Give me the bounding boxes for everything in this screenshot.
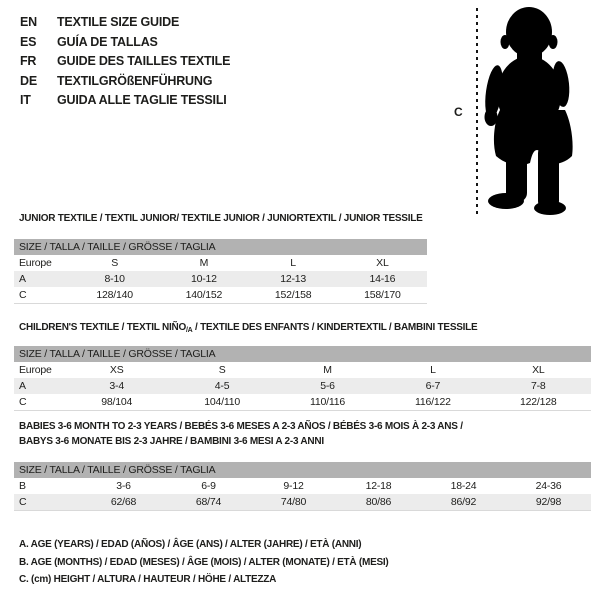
cell-value: 7-8 [531, 380, 546, 392]
size-header-bar: SIZE / TALLA / TAILLE / GRÖSSE / TAGLIA [14, 462, 591, 478]
height-dashed-line [476, 8, 478, 214]
row-label: Europe [19, 257, 52, 269]
children-section-title [19, 320, 477, 338]
cell-value: 24-36 [535, 480, 562, 492]
row-label: C [19, 496, 27, 508]
legend-title: TEXTILE SIZE GUIDE [57, 15, 180, 29]
size-header-bar: SIZE / TALLA / TAILLE / GRÖSSE / TAGLIA [14, 346, 591, 362]
cell-value: 3-4 [109, 380, 124, 392]
cell-value: 4-5 [214, 380, 230, 392]
legend-row-en [20, 13, 230, 33]
cell-value: 12-18 [365, 480, 392, 492]
cell-value: 128/140 [96, 289, 133, 301]
legend-title: TEXTILGRÖßENFÜHRUNG [57, 73, 213, 88]
footnote-a: A. AGE (YEARS) / EDAD (AÑOS) / ÂGE (ANS) / ALTER (JAHRE) / ETÀ (ANNI) [19, 539, 362, 550]
table-row [14, 271, 427, 287]
cell-value: L [430, 364, 436, 376]
table-row [14, 287, 427, 303]
language-code: IT [20, 93, 31, 107]
cell-value: M [199, 257, 209, 269]
footnotes [19, 536, 389, 589]
row-label: A [19, 273, 26, 285]
legend-row-fr [20, 52, 230, 72]
row-label: B [19, 480, 26, 492]
footnote-c: C. (cm) HEIGHT / ALTURA / HAUTEUR / HÖHE / ALTEZZA [19, 574, 277, 585]
children-size-table [14, 346, 591, 411]
footnote-b: B. AGE (MONTHS) / EDAD (MESES) / ÂGE (MOIS) / ALTER (MONATE) / ETÀ (MESI) [19, 556, 389, 568]
legend-title: GUIDA ALLE TAGLIE TESSILI [57, 93, 227, 107]
cell-value: 6-9 [201, 480, 216, 492]
cell-value: 98/104 [101, 396, 133, 408]
cell-value: 110/116 [309, 396, 345, 408]
table-row [14, 394, 591, 410]
cell-value: 74/80 [280, 496, 307, 508]
cell-value: 86/92 [450, 496, 477, 508]
height-figure [440, 0, 600, 218]
row-label: C [19, 396, 27, 408]
cell-value: S [218, 364, 226, 376]
legend-row-es [20, 33, 230, 53]
row-label: A [19, 380, 26, 392]
cell-value: 80/86 [365, 496, 392, 508]
size-header-bar: SIZE / TALLA / TAILLE / GRÖSSE / TAGLIA [14, 239, 427, 255]
toddler-silhouette-icon [480, 4, 600, 216]
legend-title: GUIDE DES TAILLES TEXTILE [57, 54, 231, 68]
cell-value: 12-13 [280, 273, 307, 285]
junior-size-table [14, 239, 427, 304]
cell-value: 140/152 [185, 289, 223, 301]
legend-row-it [20, 91, 230, 111]
junior-section-title [19, 211, 423, 226]
junior-title-text: JUNIOR TEXTILE / TEXTIL JUNIOR/ TEXTILE JUNIOR / JUNIORTEXTIL / JUNIOR TESSILE [19, 213, 423, 224]
table-row [14, 478, 591, 494]
table-row [14, 255, 427, 271]
row-label: C [19, 289, 27, 301]
cell-value: 10-12 [190, 273, 217, 285]
cell-value: 8-10 [104, 273, 125, 285]
cell-value: M [323, 364, 332, 376]
cell-value: 9-12 [283, 480, 304, 492]
cell-value: L [290, 257, 296, 269]
cell-value: 5-6 [320, 380, 335, 392]
legend-title: GUÍA DE TALLAS [57, 34, 158, 49]
language-legend [20, 13, 230, 111]
language-code: ES [20, 34, 37, 49]
cell-value: XS [109, 364, 124, 376]
row-label: Europe [19, 364, 52, 376]
cell-value: 116/122 [415, 396, 451, 408]
children-title-post: / TEXTILE DES ENFANTS / KINDERTEXTIL / BAMBINI TESSILE [192, 322, 478, 333]
language-code: FR [20, 54, 37, 68]
cell-value: 14-16 [369, 273, 396, 285]
cell-value: 3-6 [116, 480, 131, 492]
cell-value: 104/110 [204, 396, 240, 408]
babies-title-line2: BABYS 3-6 MONATE BIS 2-3 JAHRE / BAMBINI 3-6 MESI A 2-3 ANNI [19, 436, 324, 447]
cell-value: 92/98 [535, 496, 562, 508]
language-code: DE [20, 73, 37, 88]
cell-value: 6-7 [425, 380, 441, 392]
cell-value: 68/74 [195, 496, 222, 508]
cell-value: 122/128 [520, 396, 557, 408]
babies-section-title [19, 419, 463, 449]
children-title-pre: CHILDREN'S TEXTILE / TEXTIL NIÑO [19, 322, 186, 333]
language-code: EN [20, 15, 37, 29]
legend-row-de [20, 72, 230, 92]
cell-value: 152/158 [274, 289, 312, 301]
babies-title-line1: BABIES 3-6 MONTH TO 2-3 YEARS / BEBÉS 3-6 MESES A 2-3 AÑOS / BÉBÉS 3-6 MOIS À 2-3 ANS / [19, 421, 463, 432]
table-row [14, 378, 591, 394]
cell-value: XL [376, 257, 389, 269]
children-title-sub: /A [185, 327, 193, 334]
babies-size-table [14, 462, 591, 511]
cell-value: 158/170 [364, 289, 401, 301]
cell-value: S [111, 257, 119, 269]
cell-value: 18-24 [450, 480, 477, 492]
table-row [14, 362, 591, 378]
height-c-label: C [454, 105, 463, 119]
cell-value: 62/68 [110, 496, 137, 508]
cell-value: XL [532, 364, 545, 376]
table-row [14, 494, 591, 510]
